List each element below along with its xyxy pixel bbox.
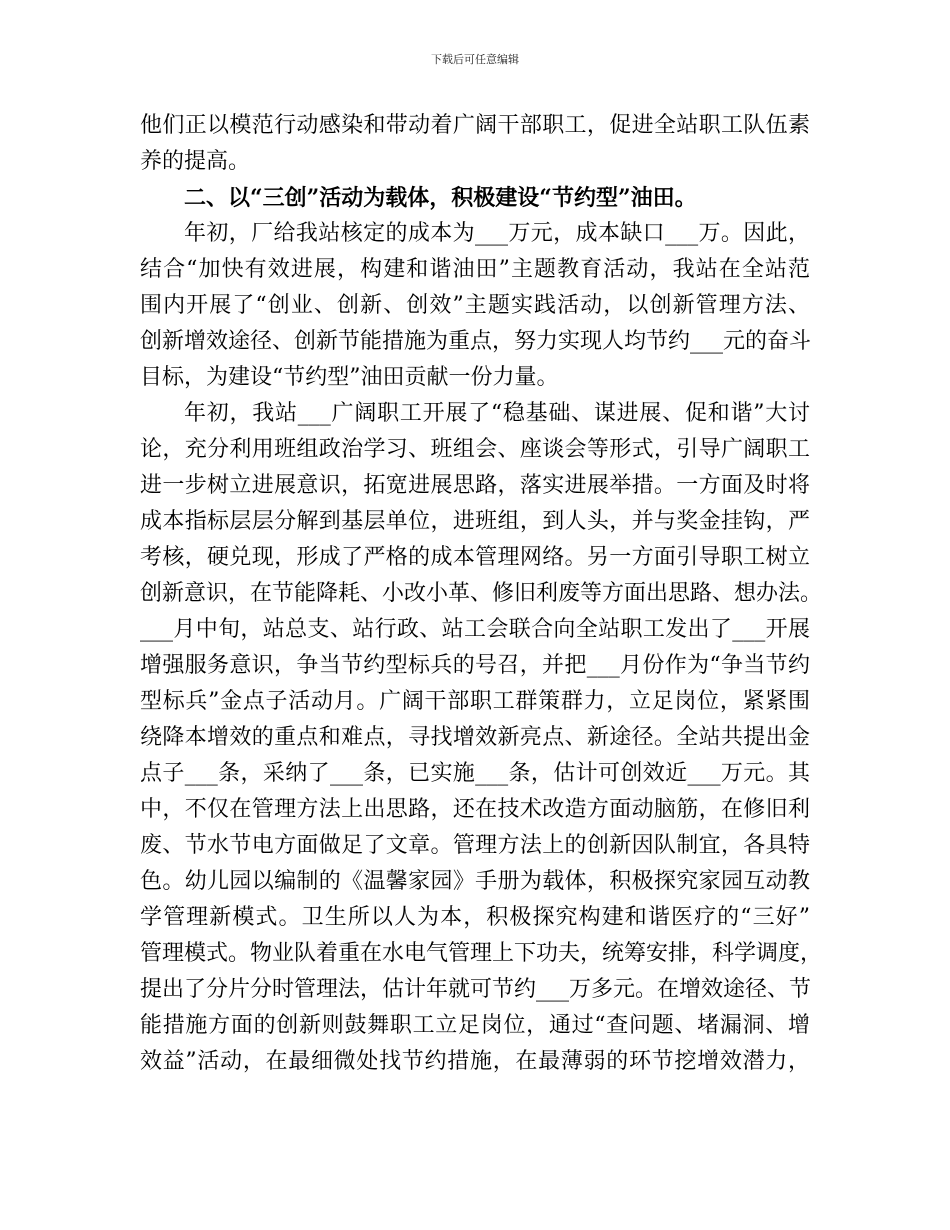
text-line: 创新增效途径、创新节能措施为重点，努力实现人均节约___元的奋斗 [140,329,812,354]
text-line: 他们正以模范行动感染和带动着广阔干部职工，促进全站职工队伍素 [140,113,810,138]
section-heading [140,180,810,216]
text-line: 中，不仅在管理方法上出思路，还在技术改造方面动脑筋，在修旧利 [140,797,810,822]
text-line: 增强服务意识，争当节约型标兵的号召，并把___月份作为“争当节约 [140,653,810,678]
page-header: 下载后可任意编辑 [431,53,519,66]
text-line: 点子___条，采纳了___条，已实施___条，估计可创效近___万元。其 [140,761,810,786]
text-line: 成本指标层层分解到基层单位，进班组，到人头，并与奖金挂钩，严 [140,509,810,534]
text-line: 能措施方面的创新则鼓舞职工立足岗位，通过“查问题、堵漏洞、增 [140,1013,810,1038]
text-line: 围内开展了“创业、创新、创效”主题实践活动，以创新管理方法、 [140,293,810,318]
paragraph [140,216,810,396]
text-line: 年初，厂给我站核定的成本为___万元，成本缺口___万。因此， [184,221,810,246]
paragraph [140,396,823,1080]
text-line: 提出了分片分时管理法，估计年就可节约___万多元。在增效途径、节 [140,977,812,1002]
text-line: 学管理新模式。卫生所以人为本，积极探究构建和谐医疗的“三好” [140,905,810,930]
text-line: 绕降本增效的重点和难点，寻找增效新亮点、新途径。全站共提出金 [140,725,810,750]
text-line: 论，充分利用班组政治学习、班组会、座谈会等形式，引导广阔职工 [140,437,810,462]
text-line: 色。幼儿园以编制的《温馨家园》手册为载体，积极探究家园互动教 [140,869,810,894]
document-body [140,108,823,1080]
text-line: 管理模式。物业队着重在水电气管理上下功夫，统筹安排，科学调度， [140,941,823,966]
text-line: 效益”活动，在最细微处找节约措施，在最薄弱的环节挖增效潜力， [140,1049,810,1074]
text-line: 废、节水节电方面做足了文章。管理方法上的创新因队制宜，各具特 [140,833,810,858]
text-line: 养的提高。 [140,149,251,174]
text-line: 目标，为建设“节约型”油田贡献一份力量。 [140,365,559,390]
text-line: 创新意识，在节能降耗、小改小革、修旧利废等方面出思路、想办法。 [140,581,823,606]
paragraph [140,108,810,180]
text-line: 结合“加快有效进展，构建和谐油田”主题教育活动，我站在全站范 [140,257,810,282]
text-line: ___月中旬，站总支、站行政、站工会联合向全站职工发出了___开展 [140,617,810,642]
text-line: 型标兵”金点子活动月。广阔干部职工群策群力，立足岗位，紧紧围 [140,689,810,714]
text-line: 考核，硬兑现，形成了严格的成本管理网络。另一方面引导职工树立 [140,545,810,570]
text-line: 进一步树立进展意识，拓宽进展思路，落实进展举措。一方面及时将 [140,473,810,498]
section-heading-text: 二、以“三创”活动为载体，积极建设“节约型”油田。 [184,185,697,211]
text-line: 年初，我站___广阔职工开展了“稳基础、谋进展、促和谐”大讨 [184,401,810,426]
